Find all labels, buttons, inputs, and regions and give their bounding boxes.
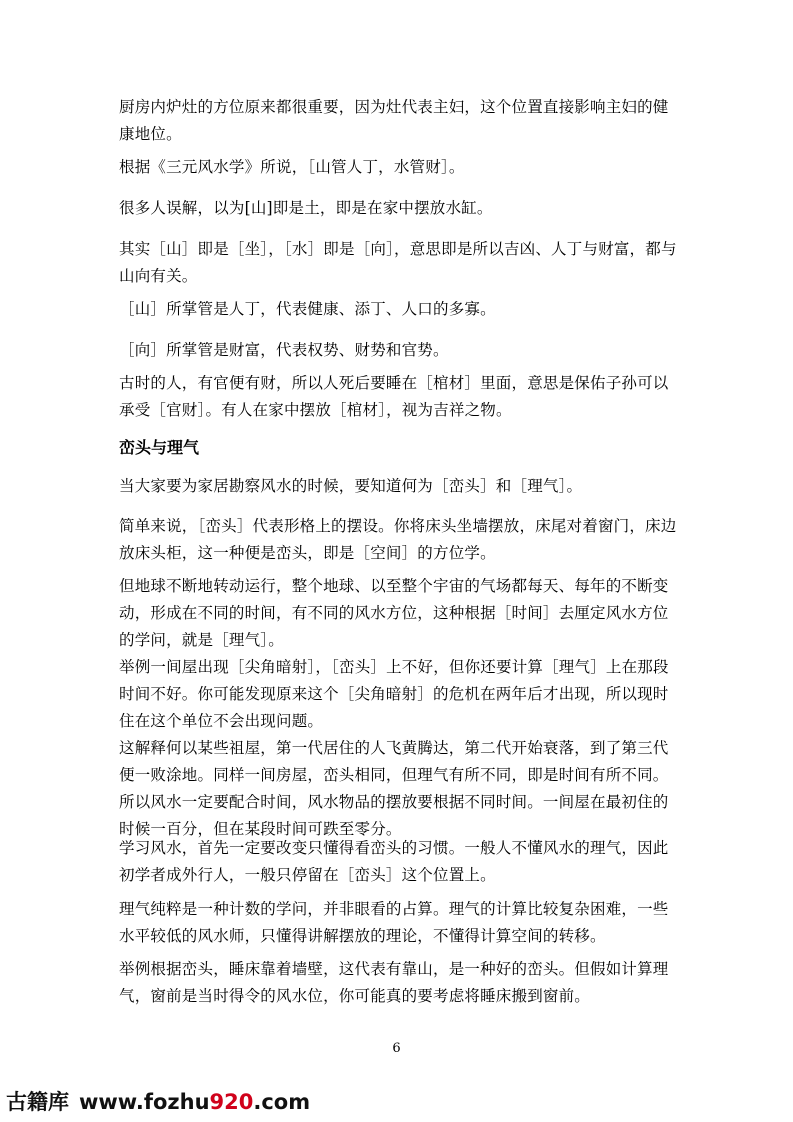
paragraph-direction: ［向］所掌管是财富，代表权势、财势和官势。 xyxy=(119,341,449,359)
paragraph-misunderstanding: 很多人误解，以为[山]即是土，即是在家中摆放水缸。 xyxy=(119,199,493,217)
paragraph-luantou: 简单来说，［峦头］代表形格上的摆设。你将床头坐墙摆放，床尾对着窗门，床边放床头柜，这一种便是峦头，即是［空间］的方位学。 xyxy=(119,517,677,562)
paragraph-coffin: 古时的人，有官便有财，所以人死后要睡在［棺材］里面，意思是保佑子孙可以承受［官财］。有人在家中摆放［棺材］，视为吉祥之物。 xyxy=(119,374,669,419)
section-heading: 峦头与理气 xyxy=(119,438,200,457)
paragraph-calculation: 理气纯粹是一种计数的学问，并非眼看的占算。理气的计算比较复杂困难，一些水平较低的风水师，只懂得讲解摆放的理论，不懂得计算空间的转移。 xyxy=(119,900,669,945)
footer-url-prefix: www.fozhu xyxy=(79,1090,210,1114)
paragraph-example-sharp-corner: 举例一间屋出现［尖角暗射］，［峦头］上不好，但你还要计算［理气］上在那段时间不好。你可能发现原来这个［尖角暗射］的危机在两年后才出现，所以现时住在这个单位不会出现问题。 xyxy=(119,658,669,730)
footer-brand: 古籍库 xyxy=(6,1090,69,1114)
paragraph-mountain-water: 其实［山］即是［坐］，［水］即是［向］，意思即是所以吉凶、人丁与财富，都与山向有关。 xyxy=(119,240,677,285)
page-number: 6 xyxy=(392,1041,401,1056)
footer-watermark xyxy=(6,1086,310,1116)
paragraph-mountain: ［山］所掌管是人丁，代表健康、添丁、人口的多寡。 xyxy=(119,300,496,318)
paragraph-learning: 学习风水，首先一定要改变只懂得看峦头的习惯。一般人不懂风水的理气，因此初学者成外行人，一般只停留在［峦头］这个位置上。 xyxy=(119,839,669,884)
paragraph-stove: 厨房内炉灶的方位原来都很重要，因为灶代表主妇，这个位置直接影响主妇的健康地位。 xyxy=(119,98,669,143)
paragraph-sanyuan: 根据《三元风水学》所说，［山管人丁，水管财］。 xyxy=(119,158,465,176)
footer-url-number: 920 xyxy=(209,1090,254,1114)
paragraph-bed-example: 举例根据峦头，睡床靠着墙壁，这代表有靠山，是一种好的峦头。但假如计算理气，窗前是当时得令的风水位，你可能真的要考虑将睡床搬到窗前。 xyxy=(119,960,669,1005)
paragraph-liqi: 但地球不断地转动运行，整个地球、以至整个宇宙的气场都每天、每年的不断变动，形成在不同的时间，有不同的风水方位，这种根据［时间］去厘定风水方位的学问，就是［理气］。 xyxy=(119,577,669,649)
footer-url-suffix: .com xyxy=(253,1090,311,1114)
paragraph-intro: 当大家要为家居勘察风水的时候，要知道何为［峦头］和［理气］。 xyxy=(119,477,583,495)
paragraph-ancestral-house: 这解释何以某些祖屋，第一代居住的人飞黄腾达，第二代开始衰落，到了第三代便一败涂地。同样一间房屋，峦头相同，但理气有所不同，即是时间有所不同。所以风水一定要配合时间，风水物品的摆放要根据不同时间。一间屋在最初住的时候一百分，但在某段时间可跌至零分。 xyxy=(119,739,669,838)
